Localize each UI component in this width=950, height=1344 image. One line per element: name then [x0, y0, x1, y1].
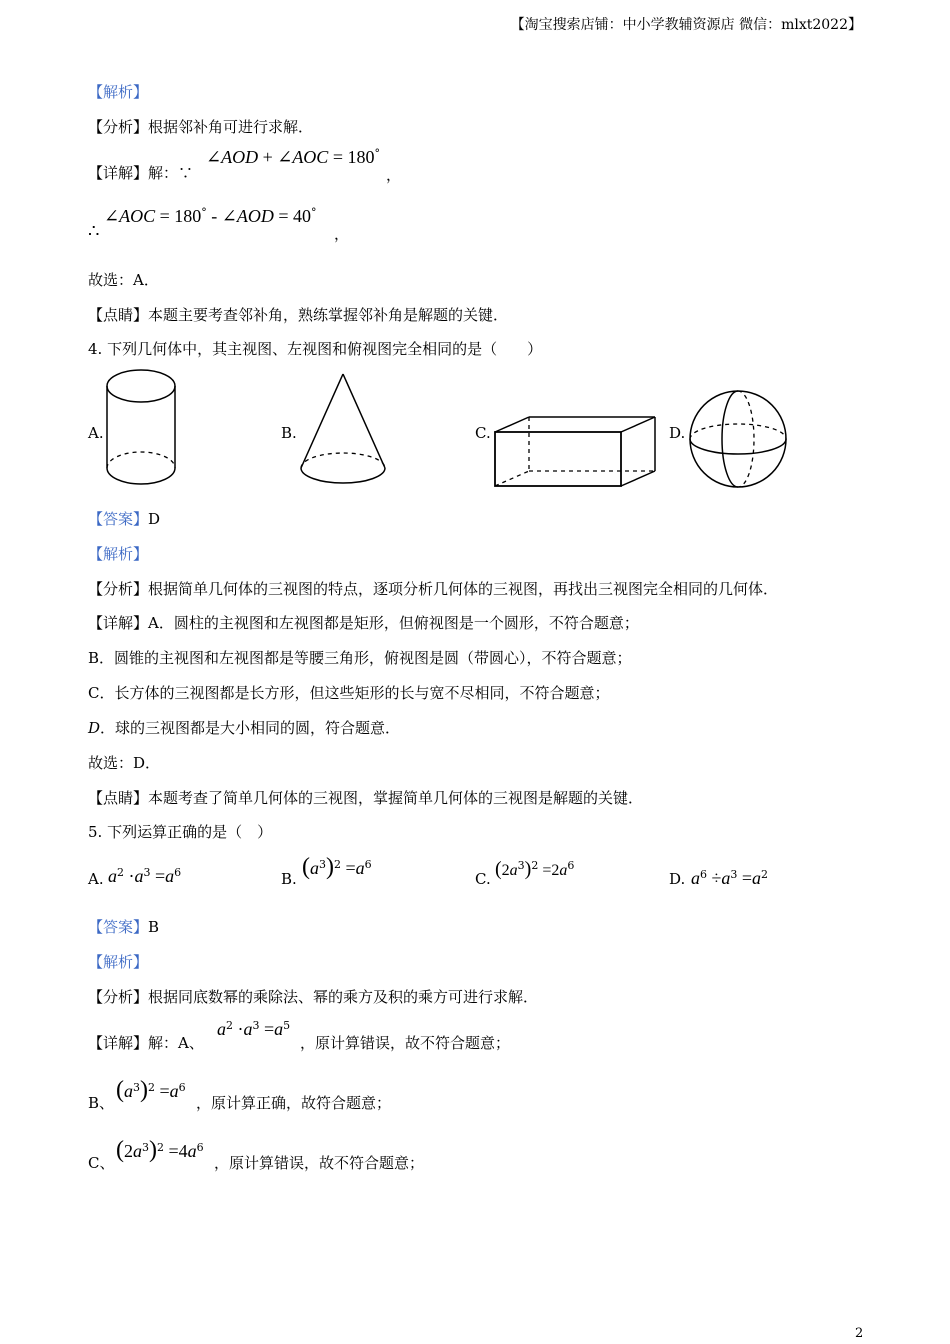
detail-c-formula: $(2a^3)^2 =4a^6$ [116, 1137, 204, 1163]
answer-value: D [148, 510, 161, 528]
detail-tag: 【详解】 [88, 614, 149, 632]
detail-a-text: ，原计算错误，故不符合题意； [300, 1034, 511, 1052]
analysis-text: 根据同底数幂的乘除法、幂的乘方及积的乘方可进行求解． [148, 988, 539, 1006]
option-a-label: A. [88, 424, 104, 442]
option-b-formula: $(a^3)^2 =a^6$ [302, 854, 372, 880]
detail-line [88, 613, 639, 633]
detail-c: C．长方体的三视图都是长方形，但这些矩形的长与宽不尽相同，不符合题意； [88, 684, 610, 702]
detail-b: B．圆锥的主视图和左视图都是等腰三角形，俯视图是圆（带圆心），不符合题意； [88, 649, 632, 667]
equation-result: ∠AOC = 180° - ∠AOD = 40° [104, 205, 317, 226]
detail-line [88, 163, 193, 183]
analysis-line [88, 579, 778, 599]
choice-line: 故选：A． [88, 271, 159, 289]
detail-a-formula: $a^2 \cdot a^3 =a^5$ [217, 1018, 291, 1039]
analysis-tag: 【分析】 [88, 988, 149, 1006]
comment-text: 本题考查了简单几何体的三视图，掌握简单几何体的三视图是解题的关键． [148, 789, 644, 807]
question-5-stem: 5. 下列运算正确的是（ ） [88, 823, 273, 841]
comment-tag: 【点睛】 [88, 306, 149, 324]
detail-c-prefix: C、 [88, 1154, 115, 1172]
comma: ， [334, 225, 350, 243]
option-c-formula: $(2a^3)^2 =2a^6$ [495, 858, 575, 880]
comment-line [88, 788, 643, 808]
sphere-icon [686, 388, 790, 490]
cone-icon [297, 370, 389, 488]
comment-line [88, 305, 508, 325]
option-b-label: B. [281, 870, 297, 888]
answer-line [88, 509, 160, 529]
answer-tag: 【答案】 [88, 510, 149, 528]
answer-line [88, 917, 159, 937]
option-d-formula: $a^6 \div a^3 =a^2$ [691, 867, 769, 888]
analysis-heading: 【解析】 [88, 83, 149, 101]
detail-tag: 【详解】 [88, 164, 149, 182]
detail-b-formula: $(a^3)^2 =a^6$ [116, 1077, 186, 1103]
comment-tag: 【点睛】 [88, 789, 149, 807]
analysis-text: 根据简单几何体的三视图的特点，逐项分析几何体的三视图，再找出三视图完全相同的几何体． [148, 580, 779, 598]
analysis-tag: 【分析】 [88, 580, 149, 598]
option-c-label: C. [475, 424, 491, 442]
detail-tag: 【详解】 [88, 1034, 149, 1052]
therefore-symbol: ∴ [88, 221, 100, 242]
analysis-heading: 【解析】 [88, 545, 149, 563]
detail-line [88, 1033, 204, 1053]
detail-d: ．球的三视图都是大小相同的圆，符合题意． [100, 719, 401, 737]
cylinder-icon [104, 368, 178, 490]
analysis-line [88, 117, 313, 137]
detail-c-text: ，原计算错误，故不符合题意； [214, 1154, 425, 1172]
detail-b-text: ，原计算正确，故符合题意； [196, 1094, 392, 1112]
answer-tag: 【答案】 [88, 918, 149, 936]
detail-d-line [88, 718, 400, 738]
option-d-label: D. [669, 870, 686, 888]
option-d-label: D. [669, 424, 686, 442]
page-number: 2 [855, 1326, 864, 1341]
equation-sum: ∠AOD + ∠AOC = 180° [206, 146, 380, 167]
analysis-heading: 【解析】 [88, 953, 149, 971]
choice-line: 故选：D． [88, 754, 161, 772]
page-header: 【淘宝搜索店铺：中小学教辅资源店 微信：mlxt2022】 [510, 17, 862, 33]
comma: ， [386, 166, 402, 184]
option-b-label: B. [281, 424, 297, 442]
option-c-label: C. [475, 870, 491, 888]
answer-value: B [148, 918, 160, 936]
analysis-tag: 【分析】 [88, 118, 149, 136]
comment-text: 本题主要考查邻补角，熟练掌握邻补角是解题的关键． [148, 306, 509, 324]
question-4-stem: 4. 下列几何体中，其主视图、左视图和俯视图完全相同的是（ ） [88, 340, 543, 358]
detail-a: A．圆柱的主视图和左视图都是矩形，但俯视图是一个圆形，不符合题意； [148, 614, 639, 632]
cuboid-icon [492, 414, 660, 490]
analysis-text: 根据邻补角可进行求解． [148, 118, 314, 136]
detail-b-prefix: B、 [88, 1094, 115, 1112]
option-a-formula: $a^2 \cdot a^3 =a^6$ [108, 865, 182, 886]
detail-prefix: 解：∵ [148, 164, 194, 182]
detail-d-letter: D [88, 719, 101, 737]
option-a-label: A. [88, 870, 104, 888]
analysis-line [88, 987, 538, 1007]
detail-prefix: 解：A、 [148, 1034, 204, 1052]
